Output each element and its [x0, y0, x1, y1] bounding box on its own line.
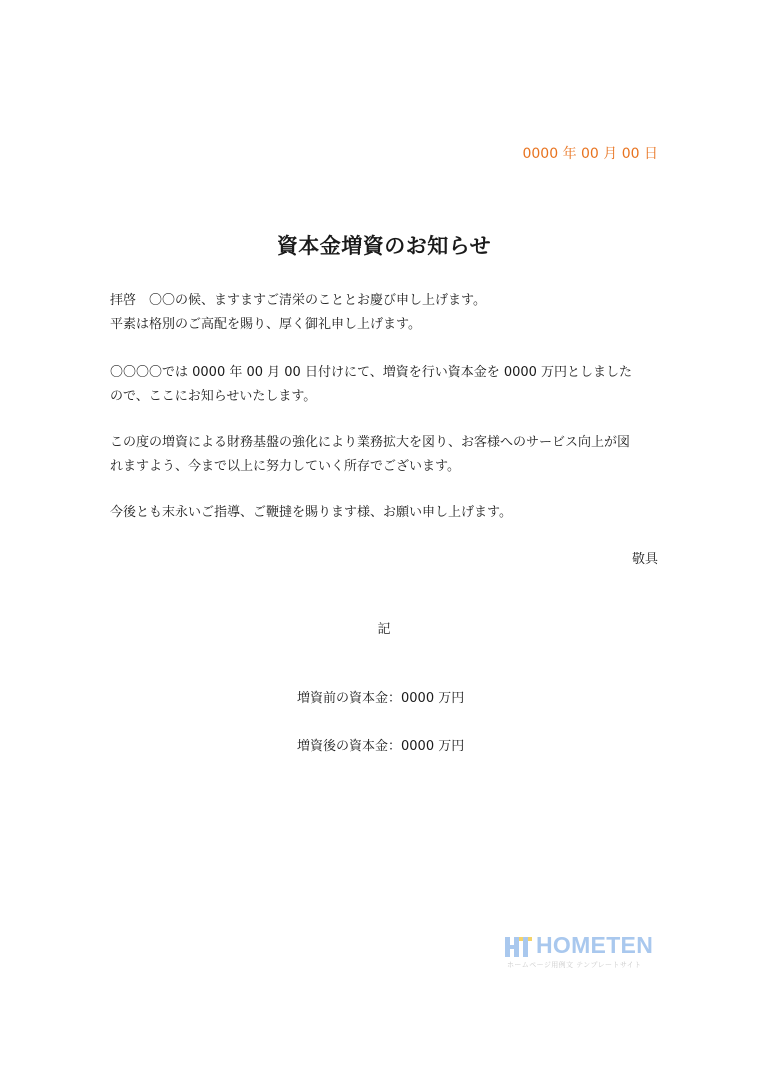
document-date: 0000 年 00 月 00 日: [522, 146, 658, 162]
hometen-logo-icon: [505, 935, 533, 959]
logo-wordmark: HOMETEN: [536, 932, 654, 958]
paragraph-line: れますよう、今まで以上に努力していく所存でございます。: [110, 459, 460, 474]
capital-after: 増資後の資本金：0000 万円: [297, 739, 465, 754]
paragraph-line: ので、ここにお知らせいたします。: [110, 389, 317, 404]
paragraph-request: [110, 501, 658, 525]
closing-keigu: 敬具: [631, 552, 658, 567]
ki-heading: 記: [377, 622, 391, 637]
paragraph-line: この度の増資による財務基盤の強化により業務拡大を図り、お客様へのサービス向上が図: [110, 435, 631, 450]
document-title: 資本金増資のお知らせ: [276, 233, 492, 258]
logo-tagline: ホームページ用例文 テンプレートサイト: [507, 961, 642, 969]
paragraph-line: 今後とも末永いご指導、ご鞭撻を賜ります様、お願い申し上げます。: [110, 505, 512, 520]
paragraph-line: 拝啓 〇〇の候、ますますご清栄のこととお慶び申し上げます。: [110, 293, 486, 308]
capital-before: 増資前の資本金：0000 万円: [297, 691, 465, 706]
paragraph-announcement: [110, 361, 658, 409]
paragraph-purpose: [110, 431, 658, 479]
hometen-watermark: [505, 932, 655, 972]
paragraph-line: 平素は格別のご高配を賜り、厚く御礼申し上げます。: [110, 317, 421, 332]
paragraph-line: 〇〇〇〇では 0000 年 00 月 00 日付けにて、増資を行い資本金を 0000 万円としました: [110, 365, 633, 380]
paragraph-greeting: [110, 289, 658, 337]
